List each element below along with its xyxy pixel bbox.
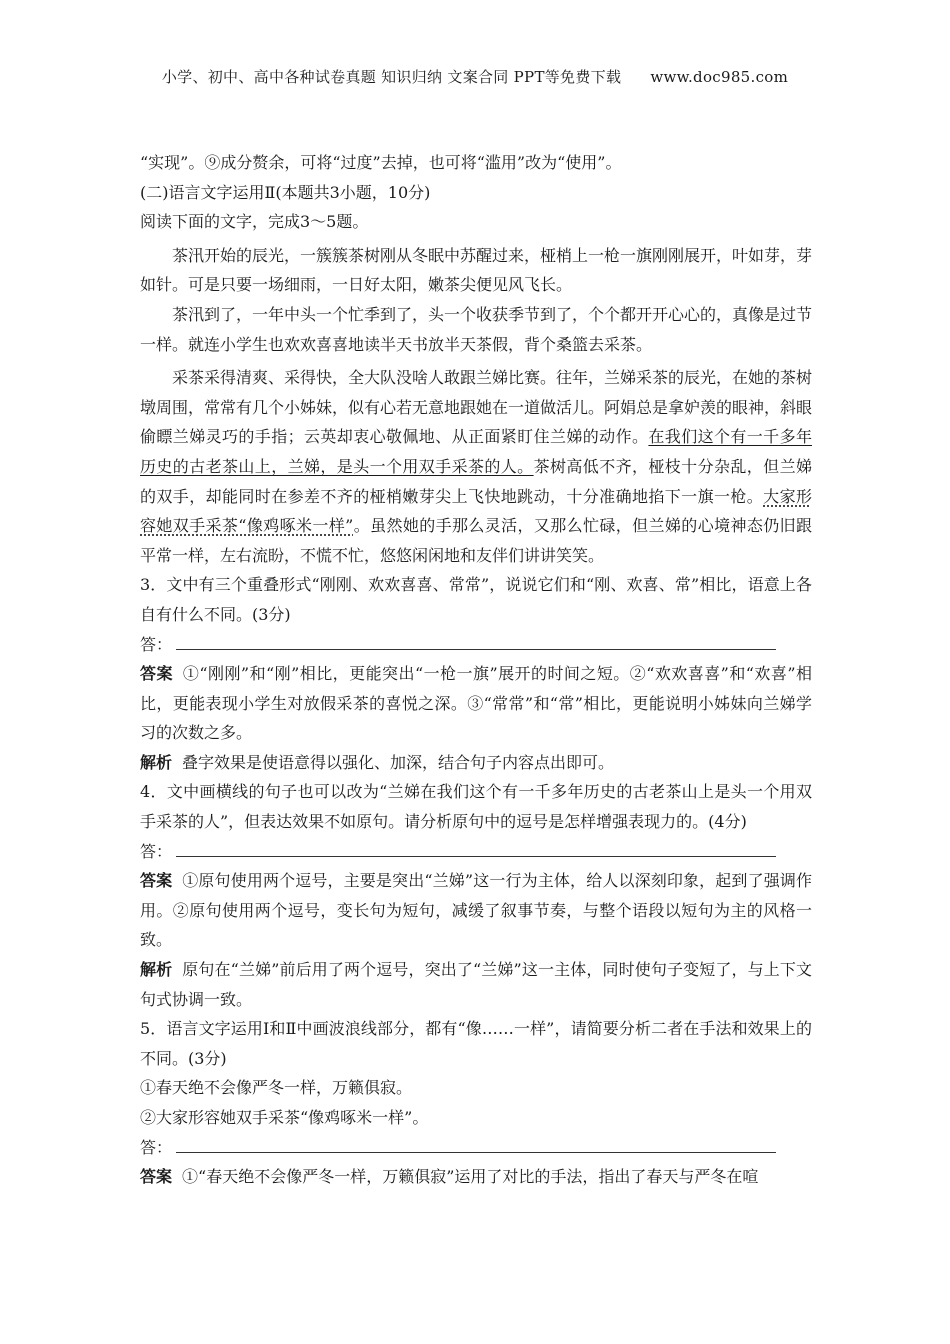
answer-text: ①“春天绝不会像严冬一样，万籁俱寂”运用了对比的手法，指出了春天与严冬在喧 xyxy=(182,1167,759,1187)
answer-label: 答案 xyxy=(140,1167,173,1187)
passage-p3-end: 。虽然她的手那么灵活，又那么忙碌，但兰娣的心境神态仍旧跟平常一样，左右流盼，不慌不忙，悠悠闲闲地和友伴们讲讲笑笑。 xyxy=(140,516,812,565)
analysis-label: 解析 xyxy=(140,752,173,772)
question-5-item-1: ①春天绝不会像严冬一样，万籁俱寂。 xyxy=(140,1078,413,1098)
passage-paragraph-1: 茶汛开始的辰光，一簇簇茶树刚从冬眠中苏醒过来，桠梢上一枪一旗刚刚展开，叶如芽，芽如针。可是只要一场细雨，一日好太阳，嫩茶尖便见风飞长。 xyxy=(140,245,813,295)
answer-prefix: 答： xyxy=(140,841,173,861)
answer-blank[interactable] xyxy=(176,1140,776,1153)
analysis-label: 解析 xyxy=(140,960,173,980)
passage-p3-middle: 茶树高低不齐，桠枝十分杂乱，但兰娣的双手，却能同时在参差不齐的桠梢嫩芽尖上飞快地跳动，十分准确地掐下一旗一枪。 xyxy=(140,456,812,506)
section-instruction: 阅读下面的文字，完成3～5题。 xyxy=(140,212,369,232)
analysis-text: 叠字效果是使语意得以强化、加深，结合句子内容点出即可。 xyxy=(182,752,615,772)
passage-paragraph-3 xyxy=(140,363,812,570)
analysis-4 xyxy=(140,955,812,1014)
answer-blank[interactable] xyxy=(176,844,776,857)
passage-p3-start: 采茶采得清爽、采得快，全大队没啥人敢跟兰娣比赛。往年，兰娣采茶的辰光，在她的茶树墩周围，常常有几个小姊妹，似有心若无意地跟她在一道做活儿。阿娟总是拿妒羡的眼神，斜眼偷瞟兰娣灵巧的手指；云英却衷心敬佩地、从正面紧盯住兰娣的动作。 xyxy=(140,368,813,447)
answer-label: 答案 xyxy=(140,664,173,684)
passage-paragraph-2: 茶汛到了，一年中头一个忙季到了，头一个收获季节到了，个个都开开心心的，真像是过节一样。就连小学生也欢欢喜喜地读半天书放半天茶假，背个桑篮去采茶。 xyxy=(140,304,813,354)
header-text: 小学、初中、高中各种试卷真题 知识归纳 文案合同 PPT等免费下载 xyxy=(161,68,622,86)
question-5: 5．语言文字运用Ⅰ和Ⅱ中画波浪线部分，都有“像……一样”，请简要分析二者在手法和效果上的不同。(3分) xyxy=(140,1019,812,1068)
section-title: (二)语言文字运用Ⅱ(本题共3小题，10分) xyxy=(140,182,431,202)
answer-3 xyxy=(140,659,812,748)
answer-text: ①“刚刚”和“刚”相比，更能突出“一枪一旗”展开的时间之短。②“欢欢喜喜”和“欢喜”相比，更能表现小学生对放假采茶的喜悦之深。③“常常”和“常”相比，更能说明小姊妹向兰娣学习的次数之多。 xyxy=(140,664,812,743)
answer-line-3 xyxy=(140,630,812,660)
analysis-text: 原句在“兰娣”前后用了两个逗号，突出了“兰娣”这一主体，同时使句子变短了，与上下文句式协调一致。 xyxy=(140,960,812,1009)
question-5-item-2: ②大家形容她双手采茶“像鸡啄米一样”。 xyxy=(140,1108,429,1127)
document-body xyxy=(140,148,812,1192)
answer-4 xyxy=(140,866,812,955)
answer-5 xyxy=(140,1162,812,1192)
wavy-underlined-phrase: 大家形容她双手采茶“像鸡啄米一样” xyxy=(140,486,812,536)
answer-label: 答案 xyxy=(140,871,173,891)
page-header xyxy=(0,66,950,87)
header-site: www.doc985.com xyxy=(650,68,789,86)
lead-line: “实现”。⑨成分赘余，可将“过度”去掉，也可将“滥用”改为“使用”。 xyxy=(140,153,622,172)
answer-line-5 xyxy=(140,1133,812,1163)
underlined-sentence: 在我们这个有一千多年历史的古老茶山上，兰娣，是头一个用双手采茶的人。 xyxy=(140,427,812,476)
answer-line-4 xyxy=(140,837,812,867)
answer-prefix: 答： xyxy=(140,1137,173,1157)
answer-text: ①原句使用两个逗号，主要是突出“兰娣”这一行为主体，给人以深刻印象，起到了强调作用。②原句使用两个逗号，变长句为短句，减缓了叙事节奏，与整个语段以短句为主的风格一致。 xyxy=(140,871,812,950)
answer-blank[interactable] xyxy=(176,637,776,650)
analysis-3 xyxy=(140,748,812,778)
question-4: 4．文中画横线的句子也可以改为“兰娣在我们这个有一千多年历史的古老茶山上是头一个用双手采茶的人”，但表达效果不如原句。请分析原句中的逗号是怎样增强表现力的。(4分) xyxy=(140,782,812,832)
question-3: 3．文中有三个重叠形式“刚刚、欢欢喜喜、常常”，说说它们和“刚、欢喜、常”相比，语意上各自有什么不同。(3分) xyxy=(140,575,812,624)
answer-prefix: 答： xyxy=(140,634,173,654)
